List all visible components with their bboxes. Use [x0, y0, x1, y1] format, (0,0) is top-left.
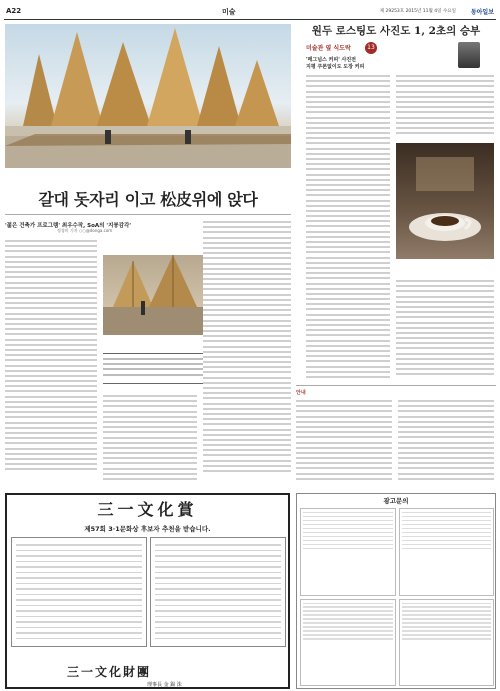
interior-photo: [103, 255, 203, 335]
column-series-number: 13: [365, 42, 377, 54]
ad-organization: 三一文化財團: [67, 665, 152, 679]
classified-title: 광고문의: [383, 497, 409, 505]
column-headline: 원두 로스팅도 사진도 1, 2초의 승부: [311, 25, 481, 37]
classified-ads: [296, 493, 496, 689]
ad-representative: 理事長 金 錫 洙: [147, 682, 182, 688]
info-text-2: [398, 400, 494, 488]
pull-quote: [103, 353, 203, 384]
main-headline: 갈대 돗자리 이고 松皮위에 앉다: [5, 187, 291, 215]
classified-grid: [300, 508, 494, 686]
column-subtitle: [306, 57, 364, 71]
info-box-label: 안내: [296, 390, 306, 396]
main-subhead: '젊은 건축가 프로그램' 최우수작, SoA의 '지붕감각': [5, 223, 132, 229]
newspaper-name: 동아일보: [470, 9, 494, 16]
article-column-2-lower: [103, 395, 197, 485]
page-number: A22: [6, 7, 22, 15]
column-text-2-lower: [396, 280, 494, 380]
column-subtitle-line-1: '매그넘스 커피' 사진전: [306, 57, 357, 63]
ad-details-left: [11, 537, 147, 647]
coffee-photo: [396, 143, 494, 259]
column-text-1: [306, 75, 390, 380]
author-photo: [458, 42, 480, 68]
classified-cell: [300, 508, 396, 596]
column-subtitle-line-2: 지평 쿠폰없이도 도장 커피: [306, 64, 365, 70]
main-byline: 정경미 기자 ○○@donga.com: [57, 228, 113, 233]
article-column-3: [203, 221, 291, 485]
ad-title: 三一文化賞: [97, 500, 198, 519]
article-column-1: [5, 240, 97, 485]
ad-details-right: [150, 537, 286, 647]
classified-cell: [399, 599, 495, 687]
page-header: [4, 6, 496, 20]
column-series-title: 미술관 옆 식도락: [306, 45, 351, 52]
ad-subtitle: 제57회 3·1문화상 후보자 추천을 받습니다.: [84, 525, 211, 533]
installation-photo: [5, 24, 291, 168]
samil-prize-ad: [5, 493, 290, 689]
column-text-2-upper: [396, 75, 494, 139]
issue-date: 제 29253호 2015년 11월 4일 수요일: [379, 9, 456, 14]
info-box: [296, 385, 496, 489]
info-text-1: [296, 400, 392, 488]
section-label: 미술: [222, 8, 236, 16]
classified-cell: [300, 599, 396, 687]
classified-cell: [399, 508, 495, 596]
